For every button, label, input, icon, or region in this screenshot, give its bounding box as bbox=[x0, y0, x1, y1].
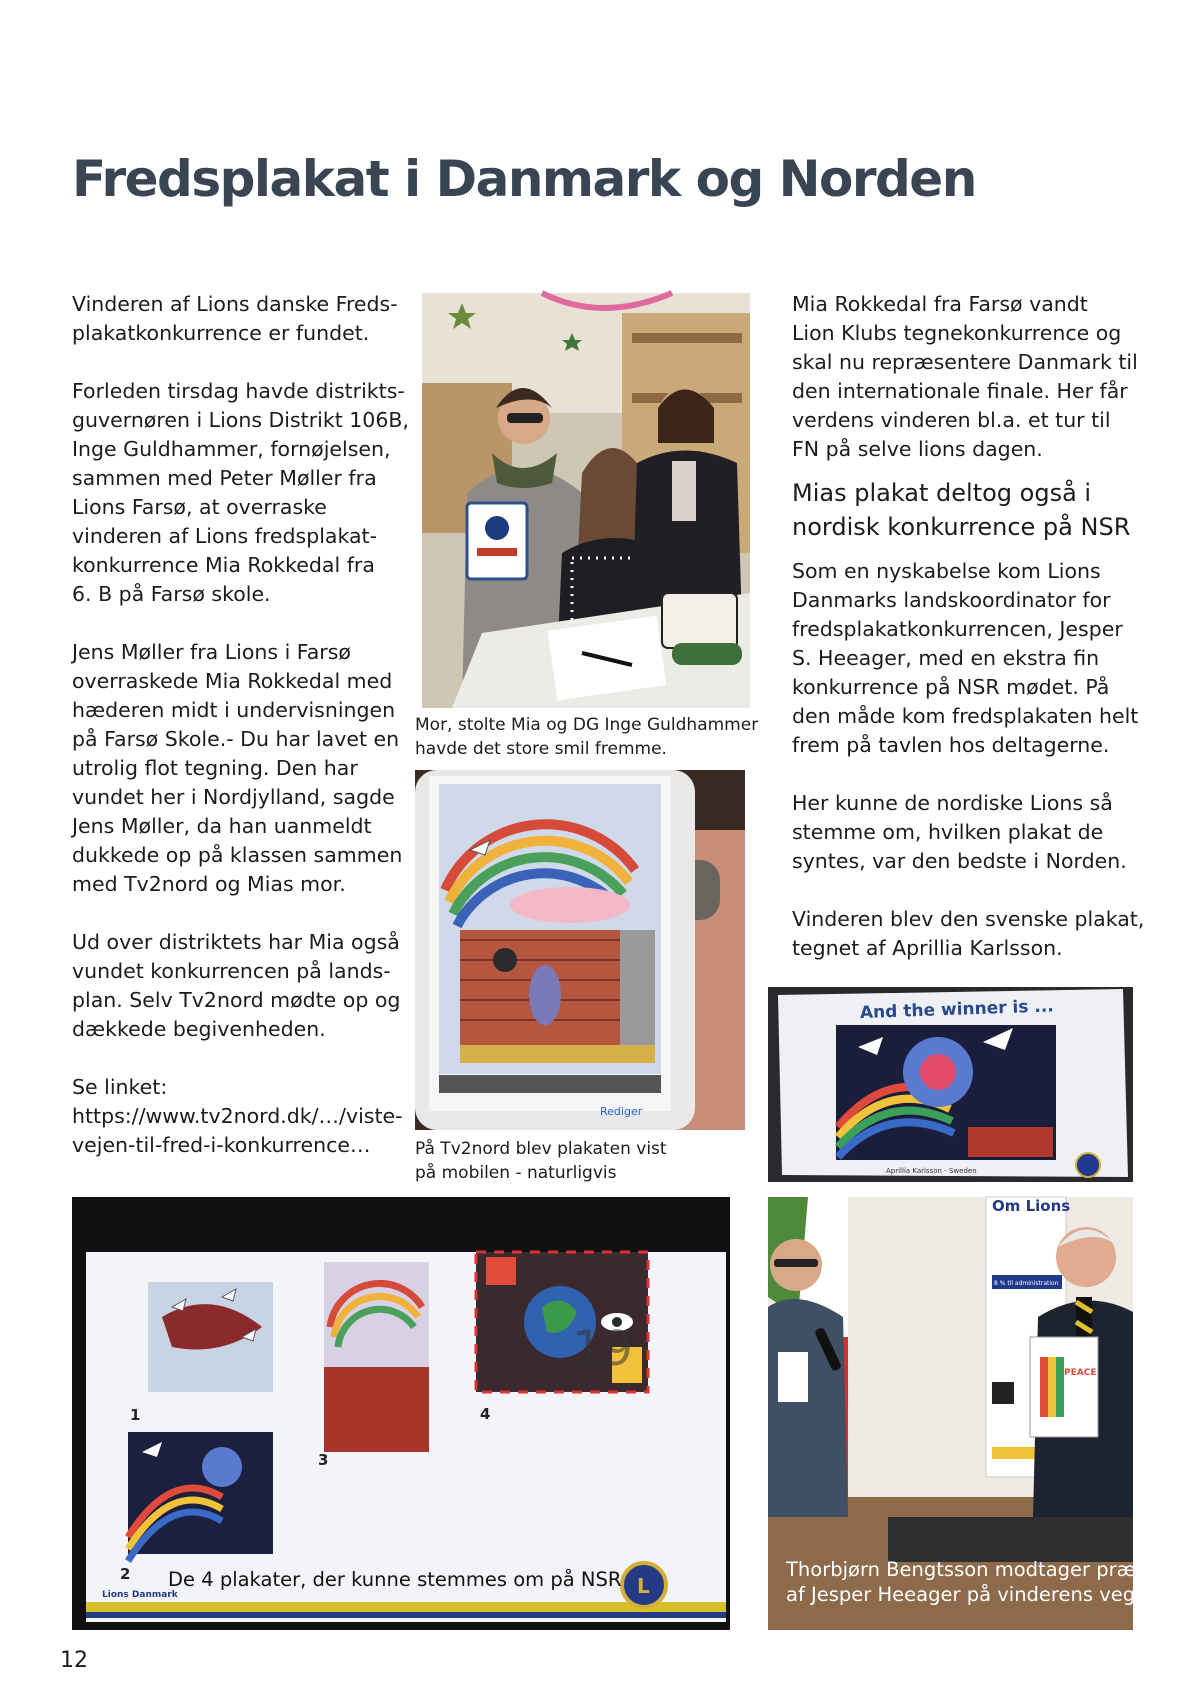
text-line: vinderen af Lions fredsplakat- bbox=[72, 524, 377, 548]
text-line: 6. B på Farsø skole. bbox=[72, 582, 271, 606]
text-line: Lions Farsø, at overraske bbox=[72, 495, 327, 519]
text-line: sammen med Peter Møller fra bbox=[72, 466, 377, 490]
text-line: FN på selve lions dagen. bbox=[792, 437, 1043, 461]
paragraph-link bbox=[72, 1073, 407, 1160]
text-line: verdens vinderen bl.a. et tur til bbox=[792, 408, 1111, 432]
text-line: på Farsø Skole.- Du har lavet en bbox=[72, 727, 400, 751]
four-posters-photo bbox=[72, 1197, 730, 1630]
poster-number-2: 2 bbox=[120, 1565, 131, 1583]
paragraph-national bbox=[72, 928, 407, 1044]
classroom-photo bbox=[422, 293, 750, 708]
svg-text:L: L bbox=[637, 1574, 650, 1598]
classroom-caption bbox=[415, 713, 758, 761]
poster-number-4: 4 bbox=[480, 1405, 491, 1423]
slide-footer-text: Lions Danmark bbox=[102, 1590, 178, 1600]
text-line: syntes, var den bedste i Norden. bbox=[792, 849, 1127, 873]
winner-slide-photo bbox=[768, 987, 1133, 1182]
winner-slide-heading: And the winner is ... bbox=[859, 996, 1055, 1024]
poster-number-1: 1 bbox=[130, 1406, 141, 1424]
text-line: med Tv2nord og Mias mor. bbox=[72, 872, 346, 896]
heading-line: Mias plakat deltog også i bbox=[792, 479, 1092, 507]
heading-line: nordisk konkurrence på NSR bbox=[792, 513, 1131, 541]
text-line: den internationale finale. Her får bbox=[792, 379, 1128, 403]
text-line: Forleden tirsdag havde distrikts- bbox=[72, 379, 405, 403]
text-line: tegnet af Aprillia Karlsson. bbox=[792, 936, 1063, 960]
paragraph-surprise bbox=[72, 377, 407, 609]
text-line: guvernøren i Lions Distrikt 106B, bbox=[72, 408, 409, 432]
award-caption bbox=[786, 1557, 1185, 1607]
text-line: konkurrence Mia Rokkedal fra bbox=[72, 553, 375, 577]
text-line: Jens Møller fra Lions i Farsø bbox=[72, 640, 351, 664]
text-line: Danmarks landskoordinator for bbox=[792, 588, 1111, 612]
text-line: Vinderen blev den svenske plakat, bbox=[792, 907, 1145, 931]
text-line: dukkede op på klassen sammen bbox=[72, 843, 403, 867]
right-column bbox=[792, 290, 1147, 992]
text-line: utrolig flot tegning. Den har bbox=[72, 756, 358, 780]
text-line: plan. Selv Tv2nord mødte op og bbox=[72, 988, 401, 1012]
banner-title: Om Lions bbox=[992, 1197, 1071, 1215]
text-line: S. Heeager, med en ekstra fin bbox=[792, 646, 1100, 670]
text-line: hæderen midt i undervisningen bbox=[72, 698, 396, 722]
poster-number-3: 3 bbox=[318, 1451, 329, 1469]
text-line: plakatkonkurrence er fundet. bbox=[72, 321, 370, 345]
edit-button-text: Rediger bbox=[600, 1105, 643, 1118]
text-line: Jens Møller, da han uanmeldt bbox=[72, 814, 372, 838]
text-line: Ud over distriktets har Mia også bbox=[72, 930, 400, 954]
text-line: konkurrence på NSR mødet. På bbox=[792, 675, 1110, 699]
caption-line: havde det store smil fremme. bbox=[415, 739, 667, 759]
text-line: frem på tavlen hos deltagerne. bbox=[792, 733, 1110, 757]
text-line: Inge Guldhammer, fornøjelsen, bbox=[72, 437, 391, 461]
banner-tag: 8 % til administration bbox=[994, 1280, 1059, 1287]
award-photo bbox=[768, 1197, 1185, 1630]
winner-slide-credit: Aprillia Karlsson - Sweden bbox=[886, 1167, 977, 1175]
text-line: Som en nyskabelse kom Lions bbox=[792, 559, 1101, 583]
caption-line: af Jesper Heeager på vinderens vegne bbox=[786, 1583, 1160, 1606]
paragraph-intro bbox=[72, 290, 407, 348]
text-line: overraskede Mia Rokkedal med bbox=[72, 669, 393, 693]
left-column bbox=[72, 290, 407, 1189]
caption-line: Thorbjørn Bengtsson modtager præmien bbox=[786, 1558, 1185, 1581]
text-line: Mia Rokkedal fra Farsø vandt bbox=[792, 292, 1088, 316]
text-line: Her kunne de nordiske Lions så bbox=[792, 791, 1113, 815]
tv2nord-link[interactable]: https://www.tv2nord.dk/…/viste- bbox=[72, 1104, 403, 1128]
caption-line: På Tv2nord blev plakaten vist bbox=[415, 1139, 667, 1159]
overlay-page-number: 19 bbox=[572, 1321, 634, 1377]
text-line: Vinderen af Lions danske Freds- bbox=[72, 292, 398, 316]
mobile-phone-photo bbox=[415, 770, 745, 1130]
text-line: vundet her i Nordjylland, sagde bbox=[72, 785, 395, 809]
mobile-caption bbox=[415, 1137, 667, 1185]
paragraph-vote bbox=[792, 789, 1147, 876]
text-line: skal nu repræsentere Danmark til bbox=[792, 350, 1138, 374]
text-line: stemme om, hvilken plakat de bbox=[792, 820, 1104, 844]
certificate-word: PEACE bbox=[1064, 1368, 1097, 1378]
text-line: dækkede begivenheden. bbox=[72, 1017, 326, 1041]
text-line: Lion Klubs tegnekonkurrence og bbox=[792, 321, 1122, 345]
paragraph-result bbox=[792, 905, 1147, 963]
page-number: 12 bbox=[60, 1648, 88, 1673]
text-line: vundet konkurrencen på lands- bbox=[72, 959, 391, 983]
posters-caption: De 4 plakater, der kunne stemmes om på NSR bbox=[168, 1568, 622, 1591]
tv2nord-link-continued[interactable]: vejen-til-fred-i-konkurrence… bbox=[72, 1133, 371, 1157]
text-line: den måde kom fredsplakaten helt bbox=[792, 704, 1139, 728]
text-line: fredsplakatkonkurrencen, Jesper bbox=[792, 617, 1123, 641]
paragraph-winner-intro bbox=[792, 290, 1147, 464]
link-label: Se linket: bbox=[72, 1075, 168, 1099]
page-title: Fredsplakat i Danmark og Norden bbox=[72, 150, 976, 208]
paragraph-jens-moller bbox=[72, 638, 407, 899]
caption-line: Mor, stolte Mia og DG Inge Guldhammer bbox=[415, 715, 759, 735]
caption-line: på mobilen - naturligvis bbox=[415, 1163, 617, 1183]
paragraph-nsr bbox=[792, 557, 1147, 760]
section-heading bbox=[792, 476, 1147, 544]
